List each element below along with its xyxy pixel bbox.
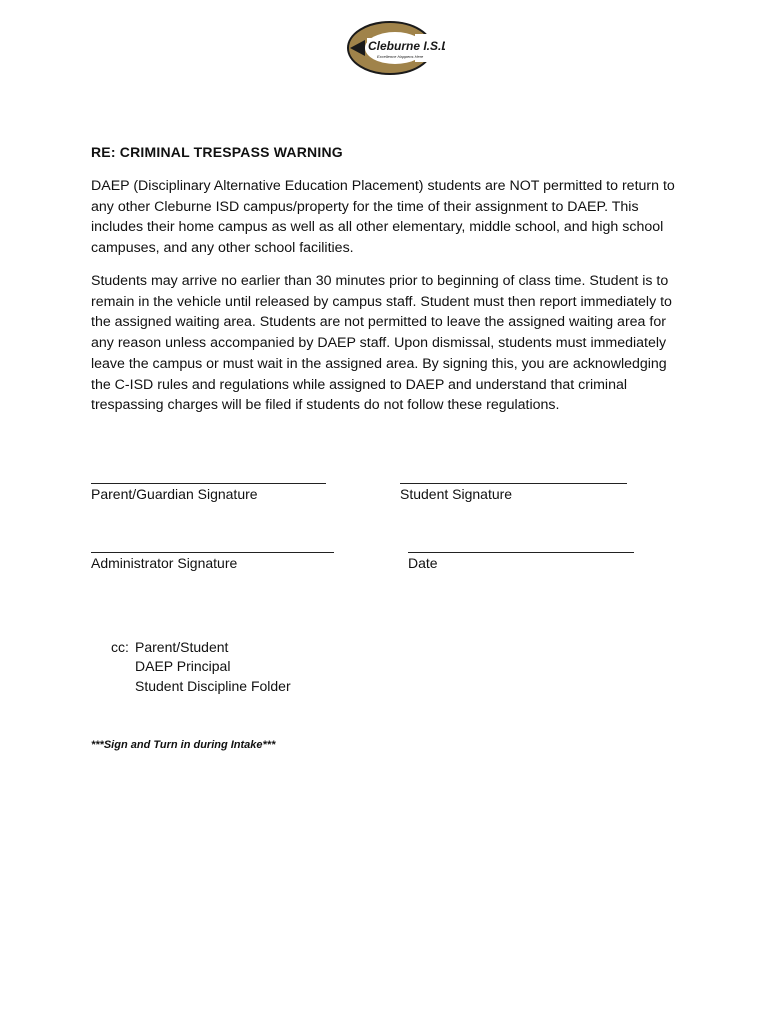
parent-signature-line [91, 483, 326, 484]
administrator-signature-label: Administrator Signature [91, 555, 238, 571]
student-signature-label: Student Signature [400, 486, 513, 502]
district-logo [345, 20, 445, 76]
parent-signature-label: Parent/Guardian Signature [91, 486, 258, 502]
cc-item-discipline-folder: Student Discipline Folder [135, 678, 291, 694]
paragraph-daep-restriction: DAEP (Disciplinary Alternative Education Placement) students are NOT permitted to return to any other Cleburne ISD campus/property for the time of their assignment to DAEP. This includes their home campus as well as all other elementary, middle school, and high school campuses, and any other school facilities. [91, 178, 675, 257]
document-heading: RE: CRIMINAL TRESPASS WARNING [91, 144, 343, 160]
cc-item-parent-student: Parent/Student [135, 639, 229, 655]
administrator-signature-line [91, 552, 334, 553]
date-label: Date [408, 555, 438, 571]
cc-item-daep-principal: DAEP Principal [135, 658, 231, 674]
logo-name: Cleburne I.S.D. [368, 39, 445, 53]
date-line [408, 552, 634, 553]
paragraph-arrival-rules: Students may arrive no earlier than 30 minutes prior to beginning of class time. Student is to remain in the vehicle until released by campus staff. Student must then report immediately to the assigned waiting area. Students are not permitted to leave the assigned waiting area for any reason unless accompanied by DAEP staff. Upon dismissal, students must immediately leave the campus or must wait in the assigned area. By signing this, you are acknowledging the C-ISD rules and regulations while assigned to DAEP and understand that criminal trespassing charges will be filed if students do not follow these regulations. [91, 273, 672, 414]
student-signature-line [400, 483, 627, 484]
cc-prefix: cc: [111, 639, 129, 655]
intake-note: ***Sign and Turn in during Intake*** [91, 739, 276, 751]
logo-tagline: Excellence Happens Here [377, 54, 424, 59]
